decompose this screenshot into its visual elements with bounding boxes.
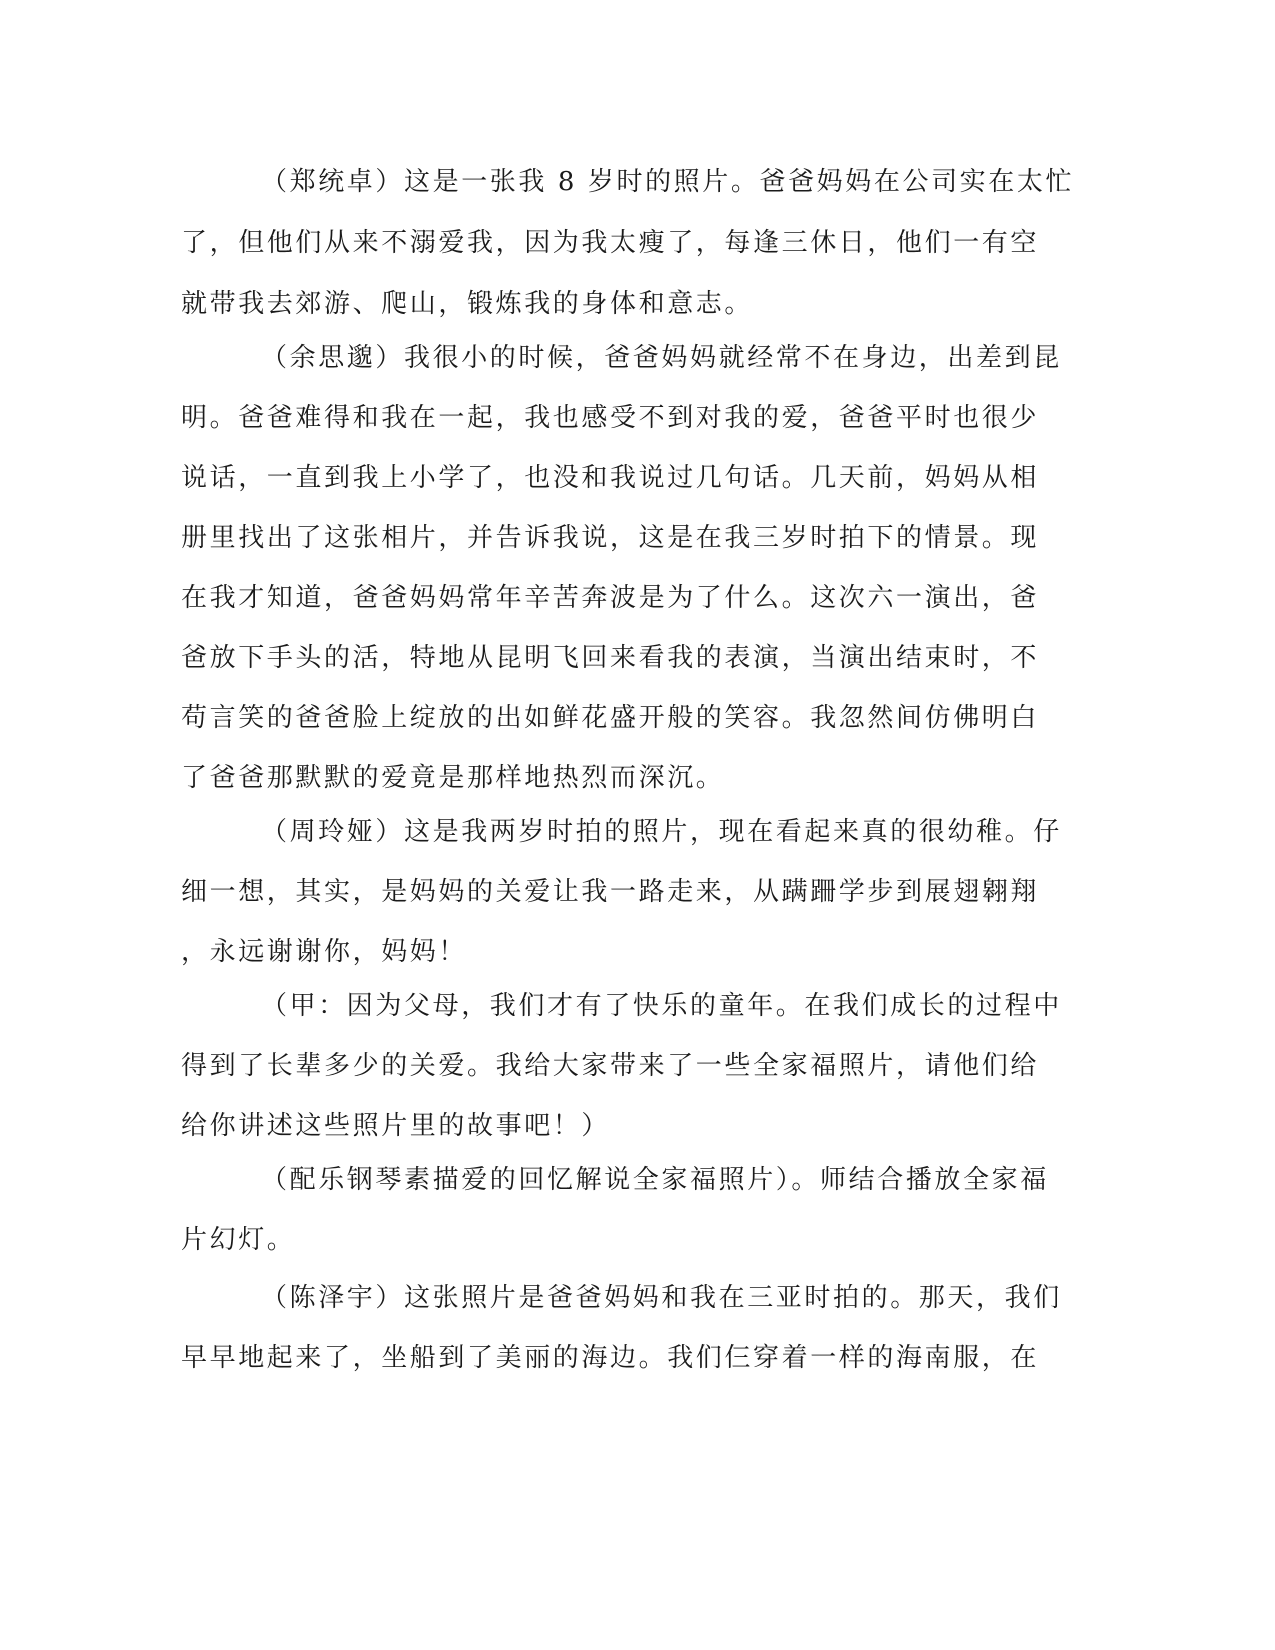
paragraph-2-line-6: 爸放下手头的活，特地从昆明飞回来看我的表演，当演出结束时，不 — [181, 643, 1040, 673]
paragraph-3-line-2: 细一想，其实，是妈妈的关爱让我一路走来，从蹒跚学步到展翅翱翔 — [181, 877, 1040, 907]
paragraph-3-line-1: （周玲娅）这是我两岁时拍的照片，现在看起来真的很幼稚。仔 — [261, 817, 1062, 847]
paragraph-2-line-8: 了爸爸那默默的爱竟是那样地热烈而深沉。 — [181, 763, 725, 793]
paragraph-2-line-5: 在我才知道，爸爸妈妈常年辛苦奔波是为了什么。这次六一演出，爸 — [181, 583, 1040, 613]
paragraph-1-line-2: 了，但他们从来不溺爱我，因为我太瘦了，每逢三休日，他们一有空 — [181, 228, 1040, 258]
paragraph-4-line-2: 得到了长辈多少的关爱。我给大家带来了一些全家福照片，请他们给 — [181, 1051, 1040, 1081]
paragraph-5-line-1: （配乐钢琴素描爱的回忆解说全家福照片）。师结合播放全家福 — [261, 1165, 1049, 1195]
paragraph-6-line-2: 早早地起来了，坐船到了美丽的海边。我们仨穿着一样的海南服，在 — [181, 1343, 1040, 1373]
paragraph-3-line-3: ，永远谢谢你，妈妈！ — [181, 937, 468, 967]
paragraph-4-line-1: （甲：因为父母，我们才有了快乐的童年。在我们成长的过程中 — [261, 991, 1062, 1021]
paragraph-2-line-7: 苟言笑的爸爸脸上绽放的出如鲜花盛开般的笑容。我忽然间仿佛明白 — [181, 703, 1040, 733]
paragraph-2-line-3: 说话，一直到我上小学了，也没和我说过几句话。几天前，妈妈从相 — [181, 463, 1040, 493]
paragraph-1-line-3: 就带我去郊游、爬山，锻炼我的身体和意志。 — [181, 289, 754, 319]
paragraph-2-line-2: 明。爸爸难得和我在一起，我也感受不到对我的爱，爸爸平时也很少 — [181, 403, 1040, 433]
paragraph-2-line-1: （余思邈）我很小的时候，爸爸妈妈就经常不在身边，出差到昆 — [261, 343, 1062, 373]
paragraph-6-line-1: （陈泽宇）这张照片是爸爸妈妈和我在三亚时拍的。那天，我们 — [261, 1283, 1062, 1313]
paragraph-1-line-1: （郑统卓）这是一张我 8 岁时的照片。爸爸妈妈在公司实在太忙 — [261, 167, 1075, 197]
paragraph-4-line-3: 给你讲述这些照片里的故事吧！） — [181, 1111, 611, 1141]
paragraph-5-line-2: 片幻灯。 — [181, 1225, 296, 1255]
paragraph-2-line-4: 册里找出了这张相片，并告诉我说，这是在我三岁时拍下的情景。现 — [181, 523, 1040, 553]
